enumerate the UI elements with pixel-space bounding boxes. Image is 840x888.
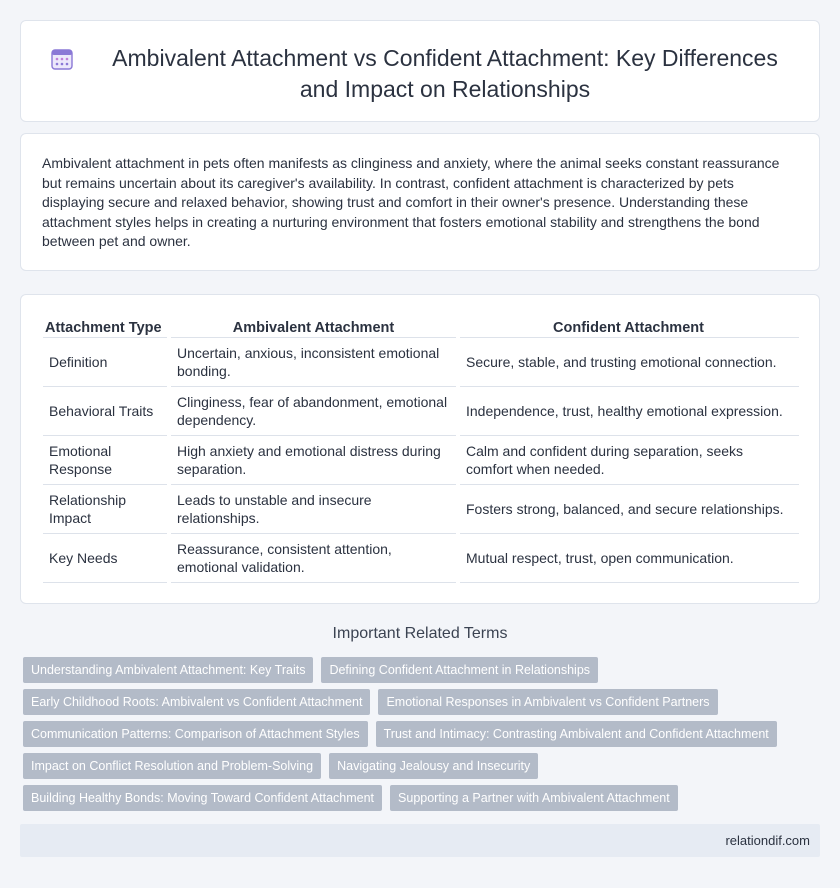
comparison-table: [43, 315, 799, 583]
related-term-link[interactable]: Early Childhood Roots: Ambivalent vs Confident Attachment: [23, 689, 370, 715]
header-confident: Confident Attachment: [458, 315, 799, 337]
title-card: [20, 20, 820, 122]
confident-cell: Independence, trust, healthy emotional expression.: [458, 386, 799, 435]
page-title: Ambivalent Attachment vs Confident Attachment: Key Differences and Impact on Relationships: [112, 45, 778, 102]
row-label: Behavioral Traits: [43, 386, 169, 435]
intro-paragraph: Ambivalent attachment in pets often manifests as clinginess and anxiety, where the animal seeks constant reassurance but remains uncertain about its caregiver's availability. In contrast, confident attachment is characterized by pets displaying secure and relaxed behavior, showing trust and comfort in their owner's presence. Understanding these attachment styles helps in creating a nurturing environment that fosters emotional stability and strengthens the bond between pet and owner.: [42, 155, 780, 250]
related-terms-heading: Important Related Terms: [332, 625, 508, 642]
ambivalent-cell: High anxiety and emotional distress during separation.: [169, 435, 458, 484]
row-label: Definition: [43, 337, 169, 386]
header-attachment-type: Attachment Type: [43, 315, 169, 337]
confident-cell: Secure, stable, and trusting emotional connection.: [458, 337, 799, 386]
ambivalent-cell: Clinginess, fear of abandonment, emotional dependency.: [169, 386, 458, 435]
confident-cell: Calm and confident during separation, seeks comfort when needed.: [458, 435, 799, 484]
footer-site-link[interactable]: relationdif.com: [725, 833, 810, 848]
related-terms-list: [23, 657, 783, 811]
confident-cell: Mutual respect, trust, open communication.: [458, 533, 799, 582]
related-term-link[interactable]: Supporting a Partner with Ambivalent Attachment: [390, 785, 678, 811]
table-row: [43, 533, 799, 582]
footer-bar: [20, 824, 820, 857]
confident-cell: Fosters strong, balanced, and secure relationships.: [458, 484, 799, 533]
calendar-grid-icon: [50, 47, 74, 71]
table-row: [43, 386, 799, 435]
table-row: [43, 484, 799, 533]
related-term-link[interactable]: Understanding Ambivalent Attachment: Key Traits: [23, 657, 313, 683]
row-label: Emotional Response: [43, 435, 169, 484]
ambivalent-cell: Uncertain, anxious, inconsistent emotional bonding.: [169, 337, 458, 386]
header-ambivalent: Ambivalent Attachment: [169, 315, 458, 337]
ambivalent-cell: Leads to unstable and insecure relationships.: [169, 484, 458, 533]
row-label: Relationship Impact: [43, 484, 169, 533]
row-label: Key Needs: [43, 533, 169, 582]
related-term-link[interactable]: Building Healthy Bonds: Moving Toward Confident Attachment: [23, 785, 382, 811]
related-term-link[interactable]: Impact on Conflict Resolution and Problem-Solving: [23, 753, 321, 779]
related-term-link[interactable]: Communication Patterns: Comparison of Attachment Styles: [23, 721, 368, 747]
table-header-row: [43, 315, 799, 337]
related-term-link[interactable]: Defining Confident Attachment in Relationships: [321, 657, 598, 683]
comparison-table-card: [20, 294, 820, 604]
related-term-link[interactable]: Emotional Responses in Ambivalent vs Confident Partners: [378, 689, 717, 715]
ambivalent-cell: Reassurance, consistent attention, emotional validation.: [169, 533, 458, 582]
related-term-link[interactable]: Trust and Intimacy: Contrasting Ambivalent and Confident Attachment: [376, 721, 777, 747]
intro-card: [20, 133, 820, 271]
table-row: [43, 435, 799, 484]
related-term-link[interactable]: Navigating Jealousy and Insecurity: [329, 753, 538, 779]
table-row: [43, 337, 799, 386]
